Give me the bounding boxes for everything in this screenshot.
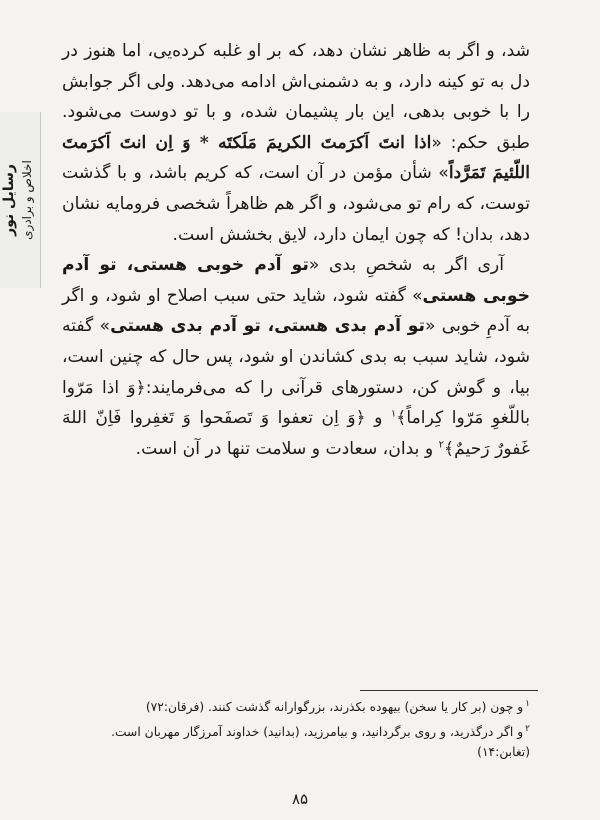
good-person-phrase: تو آدم خوبی هستی، تو آدم خوبی هستی bbox=[62, 255, 530, 306]
footnote-1-number: ۱ bbox=[525, 698, 530, 709]
section-title: اخلاص و برادری bbox=[20, 160, 34, 240]
quran-verse-2: ﴿وَ اِن تعفوا وَ تَصفَحوا وَ تَغفِروا فَاِنّ اللهَ غَفورٌ رَحیمٌ﴾ bbox=[62, 408, 530, 459]
paragraph-1 bbox=[62, 36, 530, 250]
footnote-2-text: و اگر درگذرید، و روی برگردانید، و بیامرزید، (بدانید) خداوند آمرزگار مهربان است.(تغابن:۱۴) bbox=[111, 725, 530, 759]
paragraph-1-text-a: شد، و اگر به ظاهر نشان دهد، که بر او غلبه کرده‌یی، اما هنوز در دل به تو کینه دارد، و به دشمنی‌اش ادامه می‌دهد. ولی اگر جوابش را با خوبی بدهی، این بار پشیمان شده، و با تو دوست می‌شود. طبق حکم: « bbox=[62, 41, 530, 153]
footnotes bbox=[62, 697, 530, 762]
paragraph-2-text-b: » گفته شود، شاید حتی سبب اصلاح او شود، و اگر به آدمِ خوبی « bbox=[62, 285, 530, 337]
series-title: رسایل نور bbox=[1, 164, 17, 236]
paragraph-1-text-b: » شأن مؤمن در آن است، که کریم باشد، و با گذشت توست، که رام تو می‌شود، و اگر هم ظاهراً شخصی فرومایه نشان دهد، بدان! که چون ایمان دارد، لایق بخشش است. bbox=[62, 163, 530, 245]
paragraph-2-text-c: » گفته شود، شاید سبب به بدی کشاندن او شود، پس حال که چنین است، بیا، و گوش کن، دستورهای قرآنی را که می‌فرمایند: bbox=[62, 316, 530, 398]
page-number: ۸۵ bbox=[291, 790, 309, 808]
quran-verse-1: ﴿وَ اذا مَرّوا باللّغوِ مَرّوا کِراماً﴾ bbox=[62, 377, 531, 429]
footnote-1 bbox=[62, 697, 530, 717]
footnote-1-text: و چون (بر کار یا سخن) بیهوده بکذرند، بزرگوارانه گذشت کنند. (فرقان:۷۲) bbox=[145, 700, 524, 714]
main-text bbox=[62, 36, 530, 464]
footnote-divider bbox=[360, 690, 538, 691]
paragraph-2-text-d: و bbox=[365, 408, 391, 429]
footnote-2 bbox=[62, 722, 530, 762]
paragraph-2-text-e: و بدان، سعادت و سلامت تنها در آن است. bbox=[135, 438, 439, 459]
footnote-ref-2[interactable]: ۲ bbox=[438, 438, 445, 450]
side-title-label bbox=[0, 112, 40, 288]
paragraph-2 bbox=[62, 250, 530, 464]
bad-person-phrase: تو آدم بدی هستی، تو آدم بدی هستی bbox=[110, 316, 426, 337]
footnote-2-number: ۲ bbox=[525, 723, 530, 734]
paragraph-2-text-a: آری اگر به شخصِ بدی « bbox=[308, 255, 504, 276]
arabic-proverb: اذا انتَ اَکرَمتَ الکریمَ مَلَکتَه * وَ اِن انتَ اَکرَمتَ اللّئیمَ تَمَرَّداً bbox=[62, 132, 530, 184]
footnote-ref-1[interactable]: ۱ bbox=[390, 408, 397, 420]
